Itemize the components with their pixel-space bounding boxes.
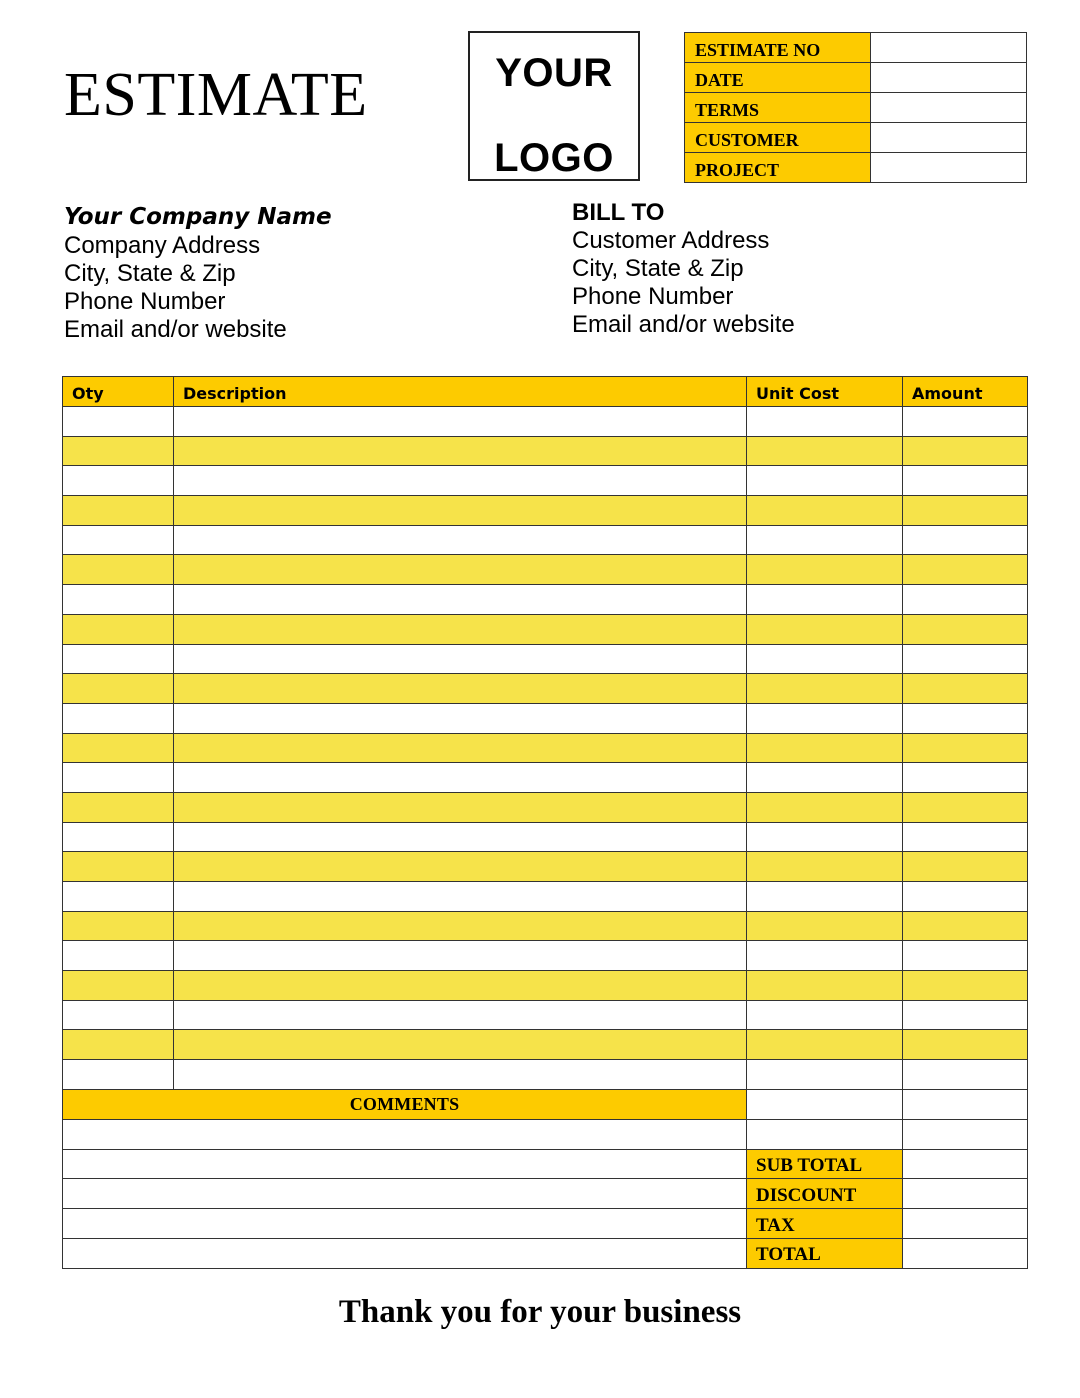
- amount-cell[interactable]: [903, 1030, 1028, 1060]
- comment-line-3[interactable]: [63, 1179, 747, 1209]
- description-cell[interactable]: [174, 822, 747, 852]
- blank-cell[interactable]: [747, 1119, 903, 1149]
- discount-value[interactable]: [903, 1179, 1028, 1209]
- unit-cost-cell[interactable]: [747, 1060, 903, 1090]
- table-row: [63, 941, 1028, 971]
- customer-email: Email and/or website: [572, 311, 795, 338]
- comments-totals-table: [62, 1089, 1028, 1269]
- qty-cell[interactable]: [63, 644, 174, 674]
- amount-cell[interactable]: [903, 466, 1028, 496]
- table-row: [63, 852, 1028, 882]
- meta-row-terms: [685, 93, 1027, 123]
- description-cell[interactable]: [174, 555, 747, 585]
- qty-cell[interactable]: [63, 852, 174, 882]
- table-row: [63, 733, 1028, 763]
- customer-label: CUSTOMER: [685, 123, 871, 153]
- description-cell[interactable]: [174, 911, 747, 941]
- date-label: DATE: [685, 63, 871, 93]
- tax-row: [63, 1209, 1028, 1239]
- unit-cost-cell[interactable]: [747, 525, 903, 555]
- amount-cell[interactable]: [903, 436, 1028, 466]
- qty-cell[interactable]: [63, 703, 174, 733]
- subtotal-label: SUB TOTAL: [747, 1149, 903, 1179]
- qty-cell[interactable]: [63, 407, 174, 437]
- total-label: TOTAL: [747, 1238, 903, 1268]
- header-qty: Oty: [63, 377, 174, 407]
- description-cell[interactable]: [174, 614, 747, 644]
- customer-phone: Phone Number: [572, 283, 734, 310]
- company-phone: Phone Number: [64, 288, 226, 315]
- table-row: [63, 1060, 1028, 1090]
- qty-cell[interactable]: [63, 466, 174, 496]
- company-info: [64, 202, 332, 344]
- header-unit-cost: Unit Cost: [747, 377, 903, 407]
- table-row: [63, 407, 1028, 437]
- amount-cell[interactable]: [903, 763, 1028, 793]
- description-cell[interactable]: [174, 407, 747, 437]
- estimate-no-field[interactable]: [871, 33, 1027, 63]
- comment-line-4[interactable]: [63, 1209, 747, 1239]
- description-cell[interactable]: [174, 733, 747, 763]
- line-items-table: [62, 376, 1028, 1090]
- unit-cost-cell[interactable]: [747, 971, 903, 1001]
- bill-to-heading: BILL TO: [572, 199, 665, 226]
- qty-cell[interactable]: [63, 971, 174, 1001]
- description-cell[interactable]: [174, 1000, 747, 1030]
- estimate-no-label: ESTIMATE NO: [685, 33, 871, 63]
- tax-value[interactable]: [903, 1209, 1028, 1239]
- description-cell[interactable]: [174, 852, 747, 882]
- bill-to-info: [572, 199, 795, 339]
- table-row: [63, 436, 1028, 466]
- amount-cell[interactable]: [903, 1000, 1028, 1030]
- unit-cost-cell[interactable]: [747, 407, 903, 437]
- table-row: [63, 644, 1028, 674]
- amount-cell[interactable]: [903, 941, 1028, 971]
- description-cell[interactable]: [174, 882, 747, 912]
- subtotal-row: [63, 1149, 1028, 1179]
- qty-cell[interactable]: [63, 525, 174, 555]
- document-title: ESTIMATE: [64, 61, 368, 129]
- description-cell[interactable]: [174, 585, 747, 615]
- company-city: City, State & Zip: [64, 260, 236, 287]
- description-cell[interactable]: [174, 941, 747, 971]
- unit-cost-cell[interactable]: [747, 733, 903, 763]
- unit-cost-cell[interactable]: [747, 941, 903, 971]
- customer-field[interactable]: [871, 123, 1027, 153]
- date-field[interactable]: [871, 63, 1027, 93]
- unit-cost-cell[interactable]: [747, 882, 903, 912]
- amount-cell[interactable]: [903, 585, 1028, 615]
- amount-cell[interactable]: [903, 525, 1028, 555]
- unit-cost-cell[interactable]: [747, 703, 903, 733]
- unit-cost-cell[interactable]: [747, 763, 903, 793]
- qty-cell[interactable]: [63, 763, 174, 793]
- unit-cost-cell[interactable]: [747, 792, 903, 822]
- header-amount: Amount: [903, 377, 1028, 407]
- qty-cell[interactable]: [63, 733, 174, 763]
- table-row: [63, 703, 1028, 733]
- table-row: [63, 1000, 1028, 1030]
- table-row: [63, 496, 1028, 526]
- amount-cell[interactable]: [903, 407, 1028, 437]
- qty-cell[interactable]: [63, 1060, 174, 1090]
- table-row: [63, 466, 1028, 496]
- unit-cost-cell[interactable]: [747, 466, 903, 496]
- amount-cell[interactable]: [903, 852, 1028, 882]
- table-row: [63, 763, 1028, 793]
- amount-cell[interactable]: [903, 822, 1028, 852]
- comments-header-row: [63, 1090, 1028, 1120]
- customer-address: Customer Address: [572, 227, 770, 254]
- qty-cell[interactable]: [63, 674, 174, 704]
- amount-cell[interactable]: [903, 614, 1028, 644]
- amount-cell[interactable]: [903, 703, 1028, 733]
- qty-cell[interactable]: [63, 496, 174, 526]
- meta-row-estimate-no: [685, 33, 1027, 63]
- terms-field[interactable]: [871, 93, 1027, 123]
- qty-cell[interactable]: [63, 822, 174, 852]
- table-row: [63, 525, 1028, 555]
- description-cell[interactable]: [174, 1030, 747, 1060]
- logo-placeholder: [468, 31, 640, 181]
- amount-cell[interactable]: [903, 496, 1028, 526]
- customer-city: City, State & Zip: [572, 255, 744, 282]
- amount-cell[interactable]: [903, 674, 1028, 704]
- unit-cost-cell[interactable]: [747, 496, 903, 526]
- description-cell[interactable]: [174, 525, 747, 555]
- qty-cell[interactable]: [63, 941, 174, 971]
- discount-row: [63, 1179, 1028, 1209]
- table-row: [63, 822, 1028, 852]
- unit-cost-cell[interactable]: [747, 674, 903, 704]
- unit-cost-cell[interactable]: [747, 852, 903, 882]
- amount-cell[interactable]: [903, 733, 1028, 763]
- subtotal-value[interactable]: [903, 1149, 1028, 1179]
- amount-cell[interactable]: [903, 971, 1028, 1001]
- project-field[interactable]: [871, 153, 1027, 183]
- qty-cell[interactable]: [63, 555, 174, 585]
- unit-cost-cell[interactable]: [747, 585, 903, 615]
- description-cell[interactable]: [174, 1060, 747, 1090]
- description-cell[interactable]: [174, 674, 747, 704]
- table-row: [63, 614, 1028, 644]
- meta-row-customer: [685, 123, 1027, 153]
- meta-row-date: [685, 63, 1027, 93]
- company-address: Company Address: [64, 232, 261, 259]
- comments-heading: COMMENTS: [63, 1090, 747, 1120]
- comment-line-5[interactable]: [63, 1238, 747, 1268]
- amount-cell[interactable]: [903, 1060, 1028, 1090]
- header-description: Description: [174, 377, 747, 407]
- unit-cost-cell[interactable]: [747, 822, 903, 852]
- unit-cost-cell[interactable]: [747, 1000, 903, 1030]
- table-row: [63, 1030, 1028, 1060]
- meta-row-project: [685, 153, 1027, 183]
- blank-cell[interactable]: [903, 1090, 1028, 1120]
- company-email: Email and/or website: [64, 316, 287, 343]
- amount-cell[interactable]: [903, 882, 1028, 912]
- unit-cost-cell[interactable]: [747, 436, 903, 466]
- blank-cell[interactable]: [903, 1119, 1028, 1149]
- logo-text-line-1: YOUR: [495, 51, 613, 95]
- description-cell[interactable]: [174, 644, 747, 674]
- qty-cell[interactable]: [63, 585, 174, 615]
- qty-cell[interactable]: [63, 792, 174, 822]
- table-row: [63, 674, 1028, 704]
- description-cell[interactable]: [174, 971, 747, 1001]
- table-row: [63, 585, 1028, 615]
- qty-cell[interactable]: [63, 1000, 174, 1030]
- line-items-header-row: [63, 377, 1028, 407]
- estimate-meta-table: [684, 32, 1027, 183]
- company-name: Your Company Name: [64, 204, 332, 230]
- terms-label: TERMS: [685, 93, 871, 123]
- table-row: [63, 911, 1028, 941]
- project-label: PROJECT: [685, 153, 871, 183]
- comments-row: [63, 1119, 1028, 1149]
- description-cell[interactable]: [174, 466, 747, 496]
- total-value[interactable]: [903, 1238, 1028, 1268]
- unit-cost-cell[interactable]: [747, 644, 903, 674]
- unit-cost-cell[interactable]: [747, 911, 903, 941]
- amount-cell[interactable]: [903, 555, 1028, 585]
- tax-label: TAX: [747, 1209, 903, 1239]
- table-row: [63, 792, 1028, 822]
- description-cell[interactable]: [174, 763, 747, 793]
- logo-text-line-2: LOGO: [494, 136, 614, 180]
- unit-cost-cell[interactable]: [747, 555, 903, 585]
- total-row: [63, 1238, 1028, 1268]
- amount-cell[interactable]: [903, 911, 1028, 941]
- blank-cell[interactable]: [747, 1090, 903, 1120]
- table-row: [63, 882, 1028, 912]
- qty-cell[interactable]: [63, 1030, 174, 1060]
- description-cell[interactable]: [174, 703, 747, 733]
- description-cell[interactable]: [174, 496, 747, 526]
- table-row: [63, 555, 1028, 585]
- comment-line-1[interactable]: [63, 1119, 747, 1149]
- discount-label: DISCOUNT: [747, 1179, 903, 1209]
- amount-cell[interactable]: [903, 792, 1028, 822]
- footer-thank-you: Thank you for your business: [338, 1294, 742, 1330]
- description-cell[interactable]: [174, 436, 747, 466]
- qty-cell[interactable]: [63, 436, 174, 466]
- qty-cell[interactable]: [63, 882, 174, 912]
- qty-cell[interactable]: [63, 614, 174, 644]
- description-cell[interactable]: [174, 792, 747, 822]
- unit-cost-cell[interactable]: [747, 614, 903, 644]
- amount-cell[interactable]: [903, 644, 1028, 674]
- comment-line-2[interactable]: [63, 1149, 747, 1179]
- unit-cost-cell[interactable]: [747, 1030, 903, 1060]
- qty-cell[interactable]: [63, 911, 174, 941]
- table-row: [63, 971, 1028, 1001]
